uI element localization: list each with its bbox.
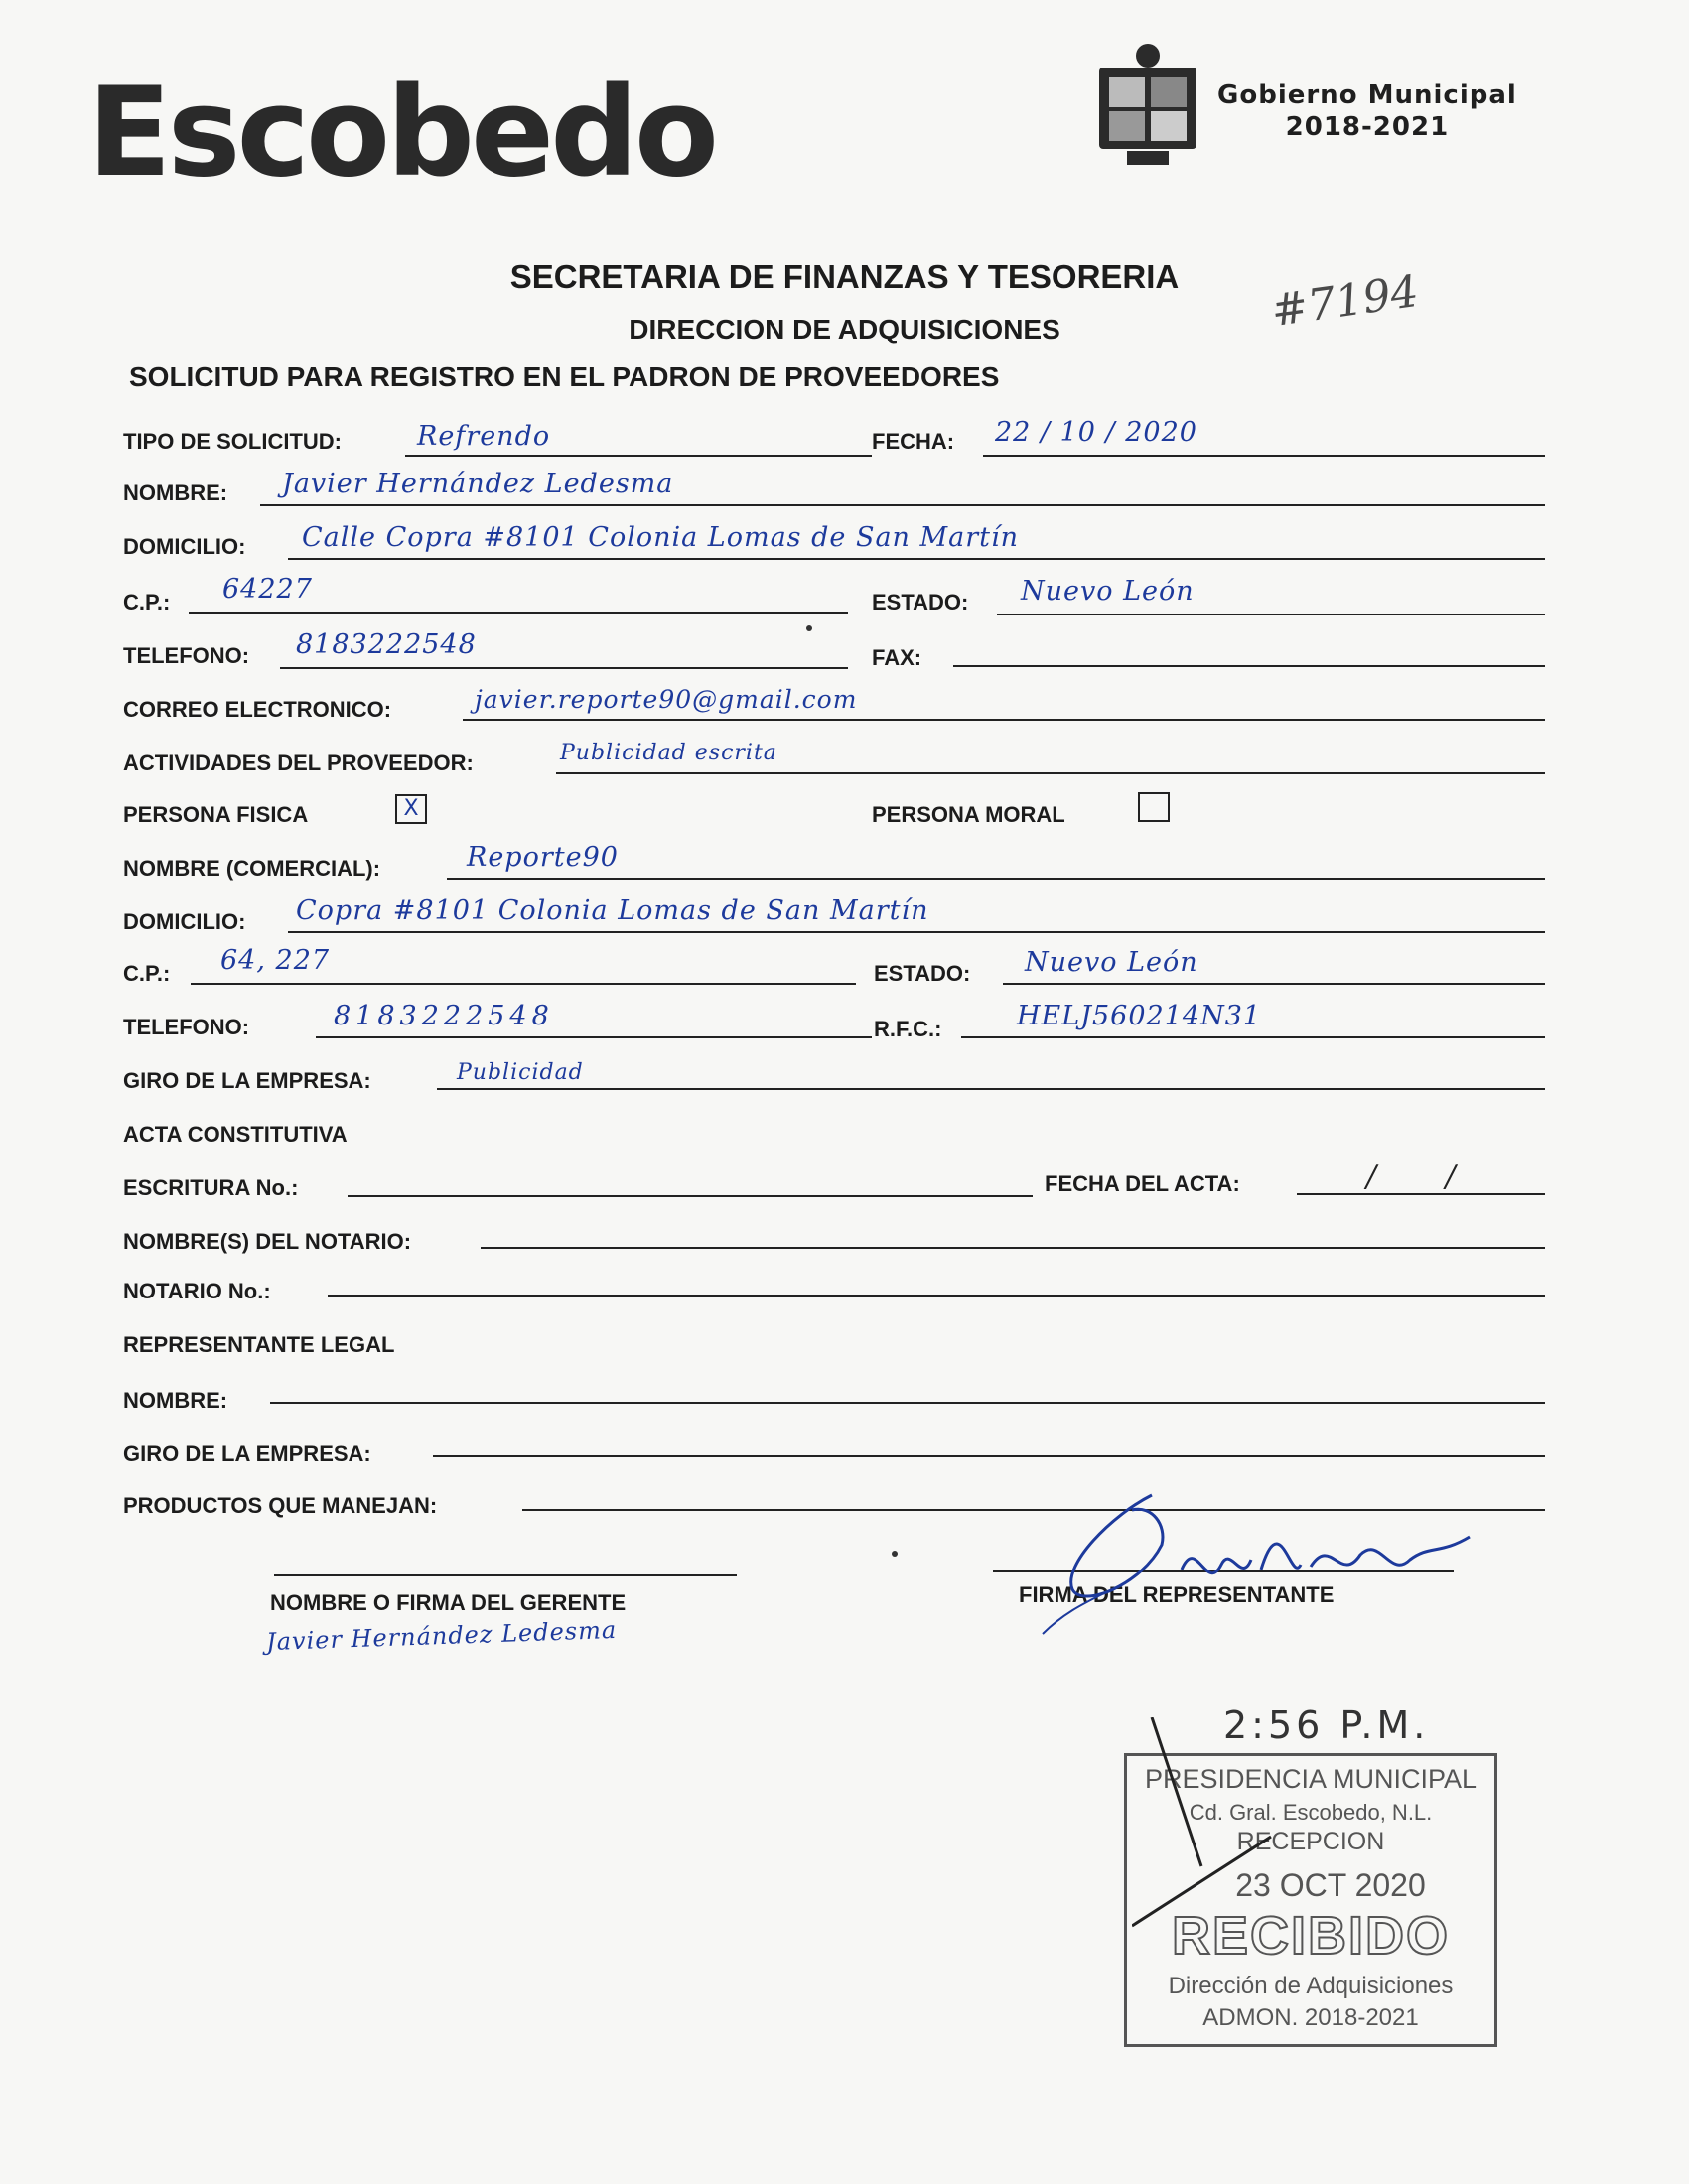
tipo-line <box>405 455 872 457</box>
tipo-value[interactable]: Refrendo <box>417 421 551 452</box>
domicilio-line <box>288 558 1545 560</box>
nombre-line <box>260 504 1545 506</box>
domicilio2-value[interactable]: Copra #8101 Colonia Lomas de San Martín <box>296 895 929 926</box>
gerente-signature-line <box>274 1574 737 1576</box>
municipal-crest-icon <box>1087 40 1208 174</box>
stamp-line5: ADMON. 2018-2021 <box>1202 2004 1419 2031</box>
giro-line <box>437 1088 1545 1090</box>
cp2-value[interactable]: 64, 227 <box>220 945 331 976</box>
correo-value[interactable]: javier.reporte90@gmail.com <box>475 685 858 714</box>
giro-label: GIRO DE LA EMPRESA: <box>123 1068 371 1093</box>
cp-label: C.P.: <box>123 590 171 614</box>
telefono2-label: TELEFONO: <box>123 1015 250 1039</box>
gerente-label: NOMBRE O FIRMA DEL GERENTE <box>270 1590 627 1615</box>
stamp-strike-icon <box>1132 1717 1291 1936</box>
representante-label: REPRESENTANTE LEGAL <box>123 1332 395 1357</box>
escritura-label: ESCRITURA No.: <box>123 1175 299 1200</box>
secretaria-title: SECRETARIA DE FINANZAS Y TESORERIA <box>509 258 1180 295</box>
fax-line <box>953 665 1545 667</box>
dot <box>806 625 812 631</box>
received-time: 2:56 P.M. <box>1223 1704 1430 1747</box>
stamp-date: 23 OCT 2020 <box>1235 1867 1426 1903</box>
telefono-label: TELEFONO: <box>123 643 250 668</box>
rep-nombre-line <box>270 1402 1545 1404</box>
stamp-recibido: RECIBIDO <box>1171 1906 1450 1966</box>
estado2-value[interactable]: Nuevo León <box>1025 947 1198 978</box>
cp-value[interactable]: 64227 <box>222 574 313 605</box>
solicitud-title: SOLICITUD PARA REGISTRO EN EL PADRON DE PROVEEDORES <box>129 361 1000 392</box>
fax-label: FAX: <box>872 645 922 670</box>
cp-line <box>189 612 848 614</box>
actividades-value[interactable]: Publicidad escrita <box>560 741 777 765</box>
escobedo-logo: Escobedo <box>87 62 716 205</box>
gerente-value[interactable]: Javier Hernández Ledesma <box>265 1615 618 1657</box>
domicilio2-line <box>288 931 1545 933</box>
fecha-acta-label: FECHA DEL ACTA: <box>1045 1171 1240 1196</box>
government-label <box>1217 79 1517 143</box>
productos-label: PRODUCTOS QUE MANEJAN: <box>123 1493 438 1518</box>
actividades-line <box>556 772 1545 774</box>
comercial-label: NOMBRE (COMERCIAL): <box>123 856 381 881</box>
notario-no-label: NOTARIO No.: <box>123 1279 271 1303</box>
fecha-acta-value[interactable]: / / <box>1366 1160 1485 1194</box>
rfc-line <box>961 1036 1545 1038</box>
fecha-line <box>983 455 1545 457</box>
estado2-label: ESTADO: <box>874 961 971 986</box>
direccion-title: DIRECCION DE ADQUISICIONES <box>629 314 1060 344</box>
reference-number: #7194 <box>1268 265 1422 338</box>
cp2-label: C.P.: <box>123 961 171 986</box>
government-name: Gobierno Municipal <box>1217 80 1517 110</box>
telefono2-line <box>316 1036 872 1038</box>
estado-line <box>997 614 1545 615</box>
persona-fisica-label: PERSONA FISICA <box>123 802 309 827</box>
stamp-line1: PRESIDENCIA MUNICIPAL <box>1144 1764 1478 1794</box>
domicilio2-label: DOMICILIO: <box>123 909 246 934</box>
notario-no-line <box>328 1295 1545 1297</box>
rep-giro-line <box>433 1455 1545 1457</box>
comercial-line <box>447 878 1545 880</box>
nombre-value[interactable]: Javier Hernández Ledesma <box>282 469 674 499</box>
acta-label: ACTA CONSTITUTIVA <box>123 1122 348 1147</box>
dot <box>892 1551 898 1557</box>
notarios-line <box>481 1247 1545 1249</box>
cp2-line <box>191 983 856 985</box>
representante-signature-label: FIRMA DEL REPRESENTANTE <box>1019 1582 1335 1607</box>
domicilio-label: DOMICILIO: <box>123 534 246 559</box>
nombre-label: NOMBRE: <box>123 480 228 505</box>
telefono2-value[interactable]: 8183222548 <box>334 1001 554 1031</box>
stamp-line4: Dirección de Adquisiciones <box>1168 1973 1454 1999</box>
escritura-line <box>348 1195 1033 1197</box>
telefono-value[interactable]: 8183222548 <box>296 629 477 660</box>
rfc-value[interactable]: HELJ560214N31 <box>1017 1001 1262 1031</box>
persona-fisica-checkbox[interactable]: X <box>395 794 427 824</box>
telefono-line <box>280 667 848 669</box>
estado2-line <box>1003 983 1545 985</box>
rep-giro-label: GIRO DE LA EMPRESA: <box>123 1441 371 1466</box>
fecha-label: FECHA: <box>872 429 955 454</box>
handwritten-signature-icon <box>1003 1475 1479 1644</box>
estado-label: ESTADO: <box>872 590 969 614</box>
persona-moral-checkbox[interactable] <box>1138 792 1170 822</box>
stamp-line2: Cd. Gral. Escobedo, N.L. <box>1189 1800 1433 1825</box>
rfc-label: R.F.C.: <box>874 1017 942 1041</box>
giro-value[interactable]: Publicidad <box>457 1060 584 1085</box>
rep-nombre-label: NOMBRE: <box>123 1388 228 1413</box>
fecha-value[interactable]: 22 / 10 / 2020 <box>995 417 1197 448</box>
tipo-label: TIPO DE SOLICITUD: <box>123 429 342 454</box>
correo-label: CORREO ELECTRONICO: <box>123 697 392 722</box>
notarios-label: NOMBRE(S) DEL NOTARIO: <box>123 1229 412 1254</box>
correo-line <box>463 719 1545 721</box>
estado-value[interactable]: Nuevo León <box>1021 576 1195 607</box>
comercial-value[interactable]: Reporte90 <box>467 842 619 873</box>
government-period: 2018-2021 <box>1285 112 1450 142</box>
actividades-label: ACTIVIDADES DEL PROVEEDOR: <box>123 751 474 775</box>
stamp-line3: RECEPCION <box>1236 1828 1385 1855</box>
persona-moral-label: PERSONA MORAL <box>872 802 1065 827</box>
domicilio-value[interactable]: Calle Copra #8101 Colonia Lomas de San Martín <box>302 522 1020 553</box>
